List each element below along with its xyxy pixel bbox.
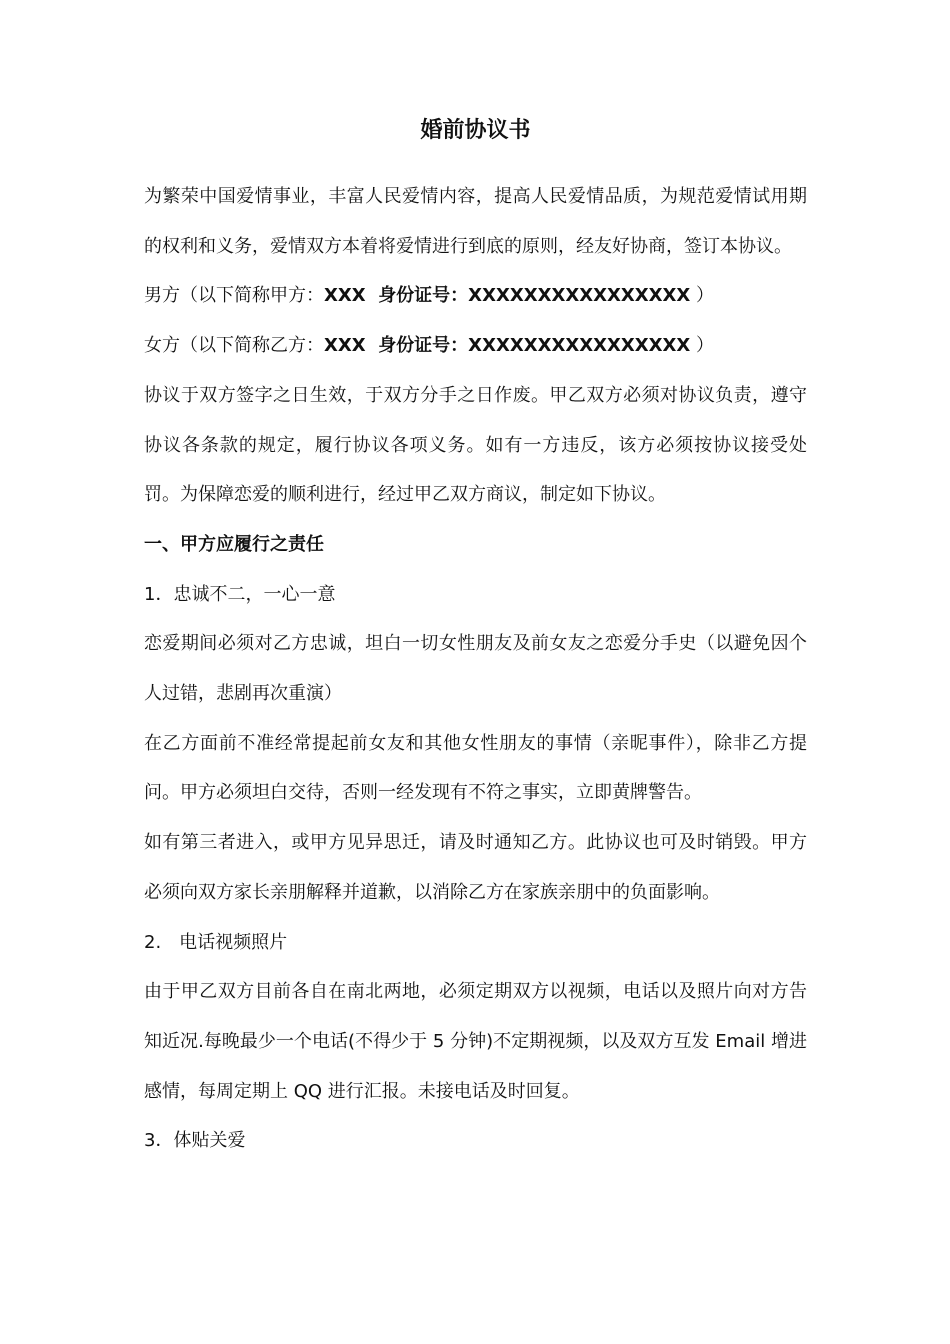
party-a-prefix: 男方（以下简称甲方： xyxy=(144,285,324,307)
party-b-id: 身份证号：XXXXXXXXXXXXXXXX xyxy=(378,335,691,357)
document-title: 婚前协议书 xyxy=(420,118,531,143)
party-b-prefix: 女方（以下简称乙方： xyxy=(144,335,324,357)
effect-paragraph: 协议于双方签字之日生效，于双方分手之日作废。甲乙双方必须对协议负责，遵守协议各条款的规定，履行协议各项义务。如有一方违反，该方必须按协议接受处罚。为保障恋爱的顺利进行，经过甲乙双方商议，制定如下协议。 xyxy=(144,384,807,506)
party-a-line xyxy=(144,271,807,321)
party-a-name: XXX xyxy=(324,285,366,307)
party-b-name: XXX xyxy=(324,335,366,357)
item-2-title: 2. 电话视频照片 xyxy=(144,931,288,953)
party-b-line xyxy=(144,321,807,371)
item-1-paragraph-2: 在乙方面前不准经常提起前女友和其他女性朋友的事情（亲昵事件），除非乙方提问。甲方必须坦白交待，否则一经发现有不符之事实，立即黄牌警告。 xyxy=(144,732,807,804)
item-1-title: 1．忠诚不二，一心一意 xyxy=(144,583,336,605)
party-b-suffix: ） xyxy=(695,335,714,357)
item-2-paragraph-1: 由于甲乙双方目前各自在南北两地，必须定期双方以视频，电话以及照片向对方告知近况.每晚最少一个电话(不得少于 5 分钟)不定期视频，以及双方互发 Email 增进感情，每周定期上 QQ 进行汇报。未接电话及时回复。 xyxy=(144,981,807,1102)
item-3-title: 3．体贴关爱 xyxy=(144,1130,246,1152)
party-a-suffix: ） xyxy=(695,285,714,307)
party-a-id: 身份证号：XXXXXXXXXXXXXXXX xyxy=(378,285,691,307)
item-1-paragraph-1: 恋爱期间必须对乙方忠诚，坦白一切女性朋友及前女友之恋爱分手史（以避免因个人过错，悲剧再次重演） xyxy=(144,633,807,705)
section-1-heading: 一、甲方应履行之责任 xyxy=(144,533,324,555)
intro-paragraph: 为繁荣中国爱情事业，丰富人民爱情内容，提高人民爱情品质，为规范爱情试用期的权利和义务，爱情双方本着将爱情进行到底的原则，经友好协商，签订本协议。 xyxy=(144,186,807,257)
item-1-paragraph-3: 如有第三者进入，或甲方见异思迁，请及时通知乙方。此协议也可及时销毁。甲方必须向双方家长亲朋解释并道歉，以消除乙方在家族亲朋中的负面影响。 xyxy=(144,832,807,903)
